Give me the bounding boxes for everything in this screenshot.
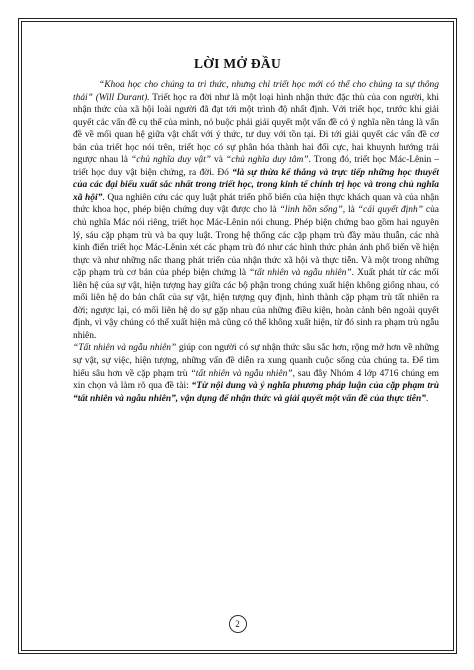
text-span: . Trong đó, triết học Mác-Lênin – triết học duy vật biện chứng, ra đời. Đó [73, 155, 440, 178]
text-span: . [425, 393, 429, 404]
term-idealism: “chủ nghĩa duy tâm” [225, 155, 309, 166]
text-span: . Qua nghiên cứu các quy luật phát triển phổ biến của hiện thực khách quan và của nhận thức khoa học, phép biện chứng duy vật được cho là [73, 192, 439, 216]
term-necessity-chance: “tất nhiên và ngẫu nhiên” [190, 368, 293, 379]
text-span: của chủ nghĩa Mác nói riêng, triết học Mác-Lênin nói chung. Phép biện chứng bao gồm hai nguyên lý, sáu cặp phạm trù và ba quy luật. Trong hệ thống các cặp phạm trù đầy màu thuẫn, các nhà kinh điển triết học Mác-Lênin xét các phạm trù đó như các hình thức phản ánh phổ biến về hiện thực và như những nấc thang phát triển của nhận thức xã hội và thực tiễn. Và một trong những cặp phạm trù cơ bản của phép biện chứng là [73, 205, 440, 279]
term-decisive: “cái quyết định” [357, 205, 423, 216]
document-title: LỜI MỞ ĐẦU [194, 56, 281, 71]
text-span: , là [342, 205, 358, 216]
topic-title: “Từ nội dung và ý nghĩa phương pháp luận của cặp phạm trù “tất nhiên và ngẫu nhiên”, vận dụng để nhận thức và giải quyết một vấn đề của thực tiễn” [73, 381, 439, 404]
term-necessity-chance: “tất nhiên và ngẫu nhiên” [249, 268, 352, 279]
text-span: Triết học ra đời như là một loại hình nhận thức đặc thù của con người, khi nhận thức của xã hội loài người đã đạt tới một trình độ nhất định. Với triết học, trước khi giải quyết các vấn đề cụ thể của mình, nó buộc phải giải quyết một vấn đề có ý nghĩa nền tảng là vấn đề về mối quan hệ giữa vật chất với ý thức, tư duy với tồn tại. Đi tới giải quyết các vấn đề cơ bản của triết học nói trên, triết học có sự phân hóa thành hai đối cực, hai khuynh hướng trái ngược nhau là [73, 92, 439, 166]
text-span: . Xuất phát từ các mối liên hệ của sự vật, hiện tượng hay giữa các bộ phận trong chúng xuất hiện không giống nhau, có mối liên hệ do bản chất của sự vật, hiện tượng quy định, hình thành cặp phạm trù tất nhiên ra đời; ngược lại, có mối liên hệ do sự gặp nhau của những điều kiện, hoàn cảnh bên ngoài quyết định, vì vậy chúng có thể xuất hiện mà cũng có thể không xuất hiện, từ đó sinh ra phạm trù ngẫu nhiên. [73, 268, 439, 341]
paragraph-intro [73, 79, 439, 342]
text-span: và [210, 155, 226, 166]
text-span: , sau đây Nhóm 4 lớp 4716 chúng em xin chọn và làm rõ qua đề tài: [73, 368, 439, 392]
term-living-soul: “linh hồn sống” [279, 205, 343, 216]
term-necessity-chance: “Tất nhiên và ngẫu nhiên” [73, 343, 177, 354]
quote-lenin: “là sự thừa kế thẳng và trực tiếp những học thuyết của các đại biểu xuất sắc nhất trong triết học, trong kinh tế chính trị học và trong chủ nghĩa xã hội” [73, 167, 440, 203]
paragraph-topic [73, 342, 439, 405]
page-border [18, 18, 457, 654]
document-body [73, 79, 439, 405]
text-span: giúp con người có sự nhận thức sâu sắc hơn, rộng mở hơn về những sự vật, sự việc, hiện tượng, những vấn đề diễn ra xung quanh cuộc sống của chúng ta. Để tìm hiểu sâu hơn về cặp phạm trù [73, 343, 439, 379]
quote-will-durant: “Khoa học cho chúng ta tri thức, nhưng chỉ triết học mới có thể cho chúng ta sự thông thái” (Will Durant). [73, 80, 439, 103]
page-number: 2 [229, 615, 247, 633]
term-materialism: “chủ nghĩa duy vật” [131, 155, 211, 166]
